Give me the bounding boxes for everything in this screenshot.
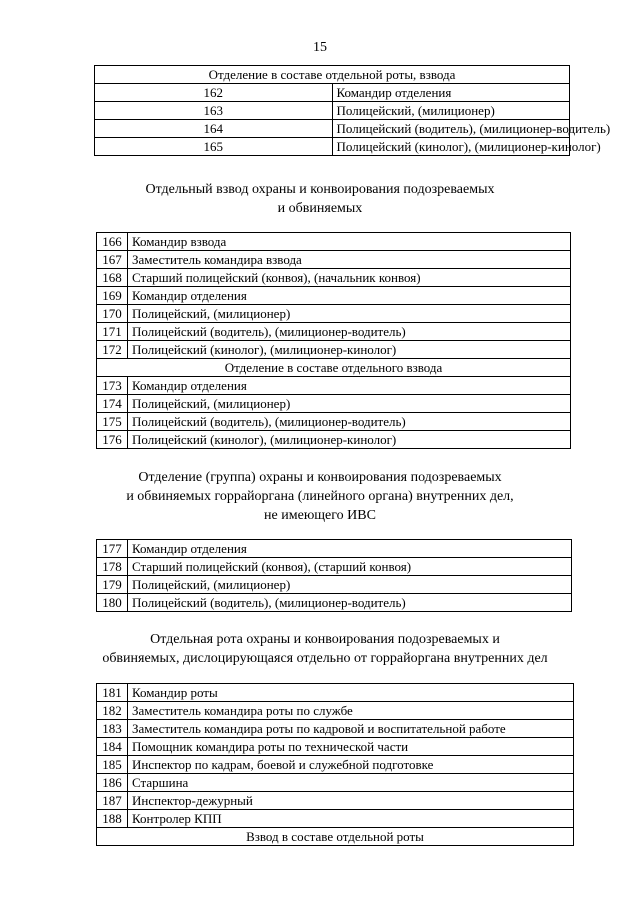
row-number: 187 [97,792,128,810]
row-number: 168 [97,269,128,287]
row-number: 188 [97,810,128,828]
row-title: Полицейский, (милиционер) [128,395,571,413]
row-number: 186 [97,774,128,792]
row-title: Старший полицейский (конвоя), (начальник конвоя) [128,269,571,287]
section-heading-separate-platoon [90,180,550,218]
table-row [97,323,571,341]
row-title: Командир роты [128,684,574,702]
heading-line: обвиняемых, дислоцирующаяся отдельно от горрайоргана внутренних дел [102,651,548,666]
row-title: Инспектор-дежурный [128,792,574,810]
table-separate-company [96,683,574,846]
row-title: Полицейский (водитель), (милиционер-водитель) [128,323,571,341]
row-title: Командир взвода [128,233,571,251]
row-title: Командир отделения [128,377,571,395]
table-row [97,558,572,576]
heading-line: Отдельный взвод охраны и конвоирования подозреваемых [145,182,495,197]
row-number: 174 [97,395,128,413]
section-heading-squad-group [90,468,550,525]
row-number: 167 [97,251,128,269]
table-row [97,540,572,558]
row-title: Полицейский (водитель), (милиционер-водитель) [332,120,570,138]
table-row [97,413,571,431]
row-number: 176 [97,431,128,449]
row-number: 169 [97,287,128,305]
row-number: 166 [97,233,128,251]
table-row [97,377,571,395]
row-title: Контролер КПП [128,810,574,828]
row-title: Полицейский (кинолог), (милиционер-кинолог) [128,341,571,359]
table-row [97,251,571,269]
row-number: 183 [97,720,128,738]
row-title: Полицейский (кинолог), (милиционер-кинолог) [128,431,571,449]
row-number: 172 [97,341,128,359]
row-number: 170 [97,305,128,323]
row-number: 162 [95,84,333,102]
table-row [95,84,570,102]
table-subheader-row [97,359,571,377]
heading-line: не имеющего ИВС [264,508,376,523]
row-title: Заместитель командира взвода [128,251,571,269]
table-row [97,594,572,612]
row-title: Старшина [128,774,574,792]
table-row [95,102,570,120]
row-number: 184 [97,738,128,756]
table-row [97,341,571,359]
heading-line: Отдельная рота охраны и конвоирования подозреваемых и [150,632,500,647]
table-separate-platoon [96,232,571,449]
table-row [97,756,574,774]
row-number: 178 [97,558,128,576]
row-title: Полицейский (водитель), (милиционер-водитель) [128,594,572,612]
table-row [97,738,574,756]
row-number: 164 [95,120,333,138]
row-title: Полицейский (кинолог), (милиционер-кинолог) [332,138,570,156]
row-number: 180 [97,594,128,612]
table-header-row [95,66,570,84]
row-title: Командир отделения [128,540,572,558]
table-footer: Взвод в составе отдельной роты [97,828,574,846]
table-row [95,120,570,138]
table-row [97,431,571,449]
table-row [97,774,574,792]
row-number: 171 [97,323,128,341]
row-title: Заместитель командира роты по службе [128,702,574,720]
row-number: 182 [97,702,128,720]
row-title: Старший полицейский (конвоя), (старший конвоя) [128,558,572,576]
row-title: Полицейский, (милиционер) [128,576,572,594]
row-number: 173 [97,377,128,395]
table-row [97,810,574,828]
row-number: 179 [97,576,128,594]
page-number: 15 [313,40,327,55]
row-title: Помощник командира роты по технической части [128,738,574,756]
row-number: 177 [97,540,128,558]
table-row [97,233,571,251]
row-number: 181 [97,684,128,702]
row-title: Командир отделения [128,287,571,305]
heading-line: и обвиняемых [277,201,363,216]
row-title: Инспектор по кадрам, боевой и служебной подготовке [128,756,574,774]
table-subheader: Отделение в составе отдельного взвода [97,359,571,377]
table-row [97,287,571,305]
table-footer-row [97,828,574,846]
table-row [97,395,571,413]
row-title: Полицейский, (милиционер) [128,305,571,323]
heading-line: и обвиняемых горрайоргана (линейного органа) внутренних дел, [126,489,514,504]
heading-line: Отделение (группа) охраны и конвоирования подозреваемых [138,470,502,485]
row-number: 163 [95,102,333,120]
table-section-platoon-squad [94,65,611,156]
row-title: Полицейский, (милиционер) [332,102,570,120]
table-row [97,684,574,702]
row-title: Полицейский (водитель), (милиционер-водитель) [128,413,571,431]
table-header: Отделение в составе отдельной роты, взвода [95,66,570,84]
row-title: Командир отделения [332,84,570,102]
table-row [97,269,571,287]
row-number: 175 [97,413,128,431]
section-heading-separate-company [70,630,580,668]
row-title: Заместитель командира роты по кадровой и воспитательной работе [128,720,574,738]
table-row [97,792,574,810]
row-number: 185 [97,756,128,774]
table-squad-group [96,539,572,612]
table-row [95,138,570,156]
table-row [97,720,574,738]
table-row [97,305,571,323]
table-row [97,702,574,720]
row-number: 165 [95,138,333,156]
table-row [97,576,572,594]
